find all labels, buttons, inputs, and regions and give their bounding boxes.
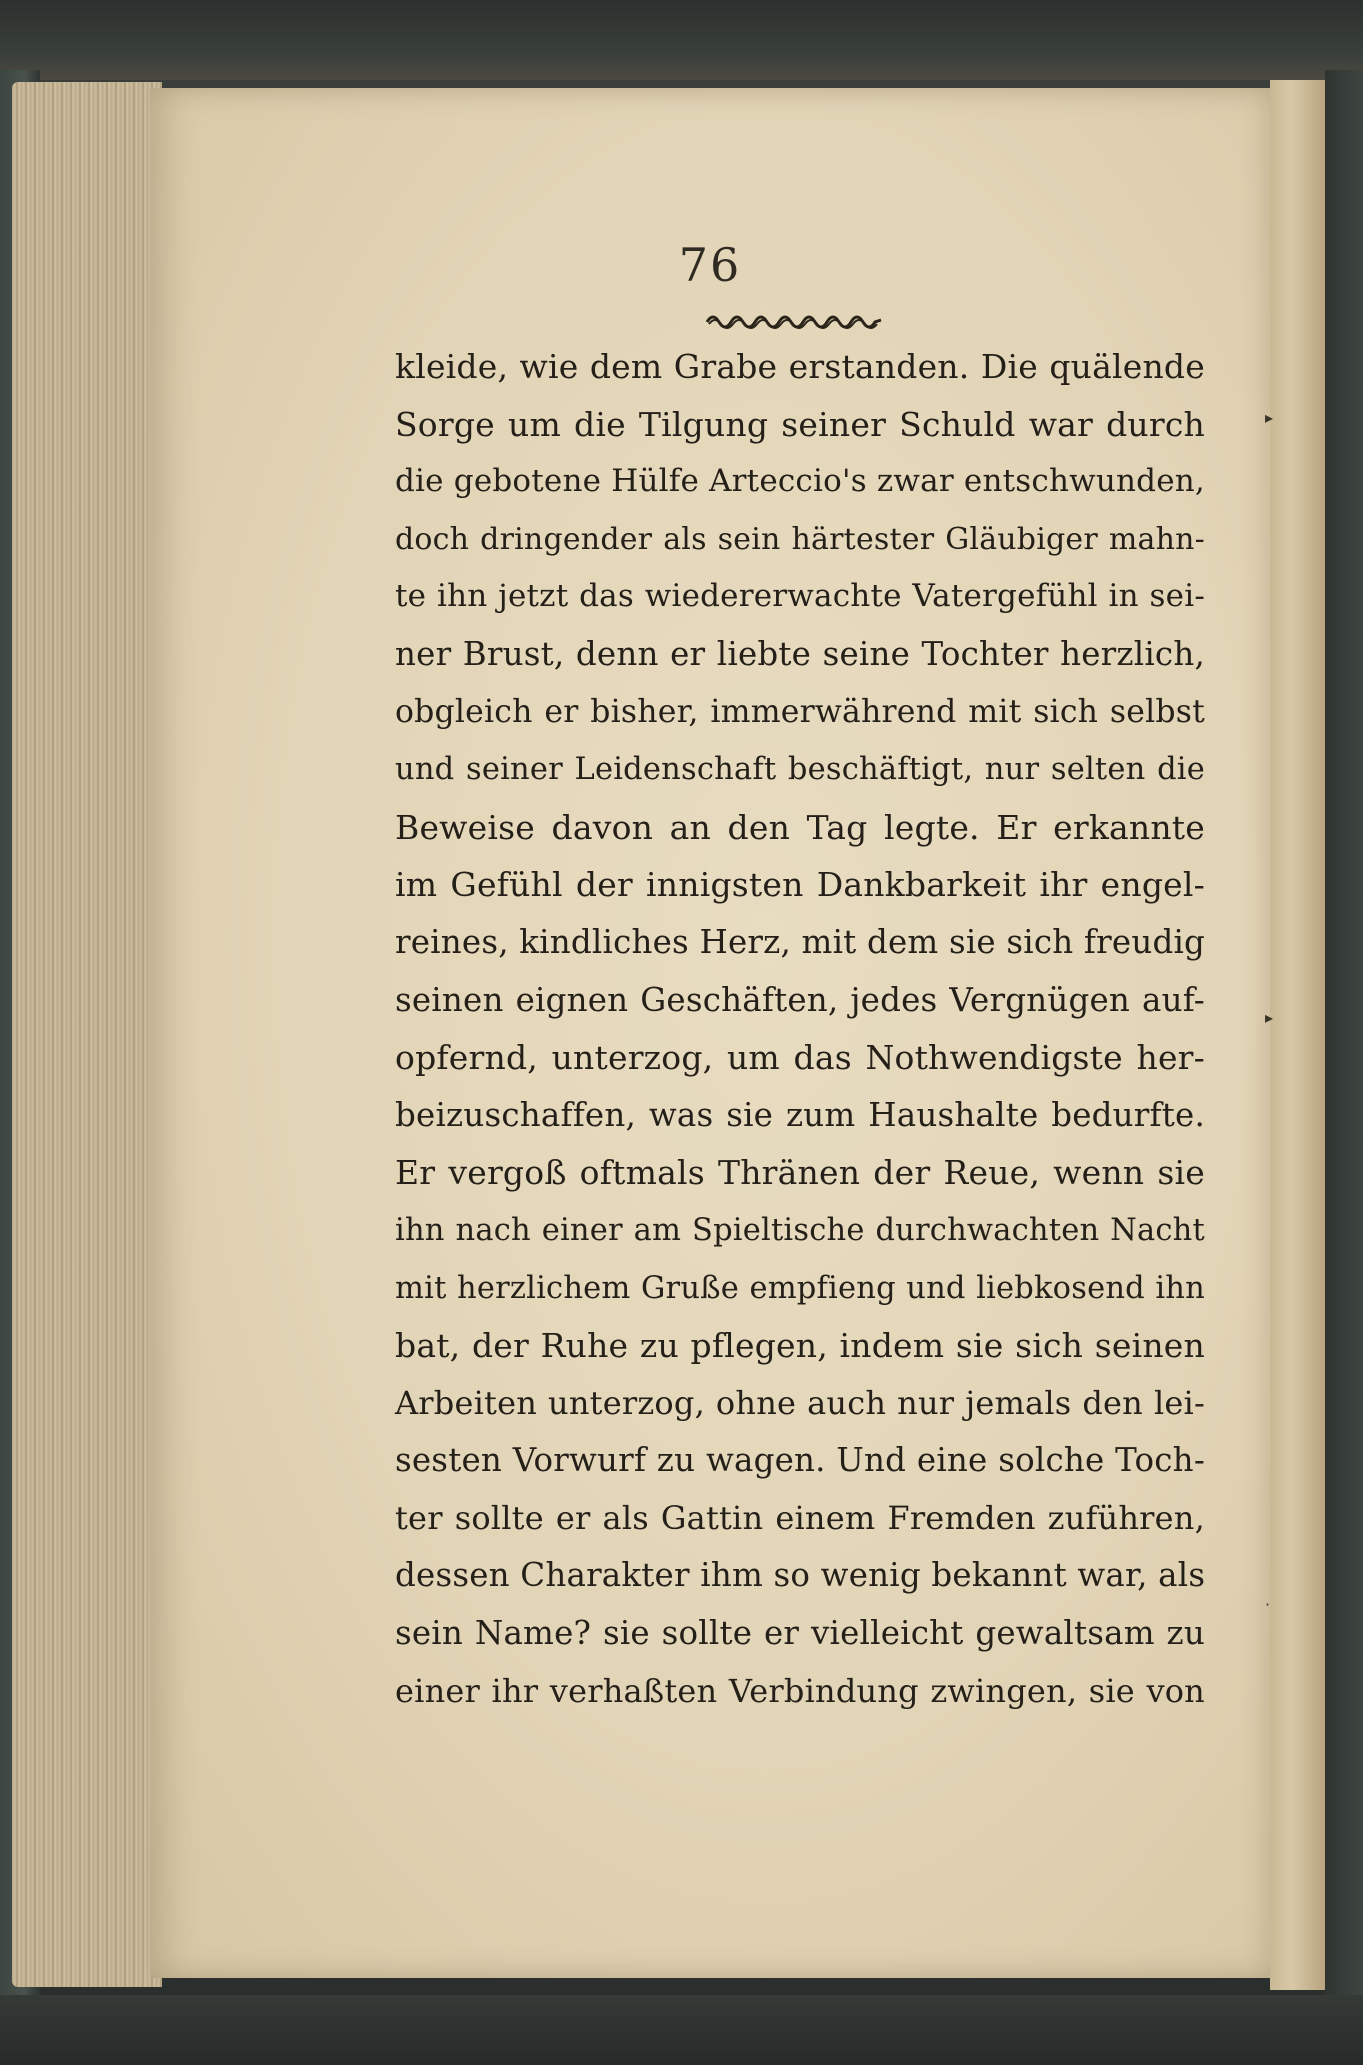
text-line: einer ihr verhaßten Verbindung zwingen, sie von	[395, 1671, 1205, 1710]
text-line: die gebotene Hülfe Arteccio's zwar entschwunden,	[395, 463, 1205, 500]
text-line: Sorge um die Tilgung seiner Schuld war durch	[395, 404, 1205, 444]
text-line: reines, kindliches Herz, mit dem sie sich freudig	[395, 922, 1206, 961]
text-line: Arbeiten unterzog, ohne auch nur jemals den lei-	[395, 1383, 1205, 1422]
opposite-page-edge	[1270, 80, 1325, 1990]
text-line: seinen eignen Geschäften, jedes Vergnügen auf-	[395, 980, 1205, 1019]
page-number: 76	[678, 238, 742, 292]
text-line: dessen Charakter ihm so wenig bekannt war, als	[395, 1556, 1206, 1595]
text-line: und seiner Leidenschaft beschäftigt, nur selten die	[395, 752, 1205, 788]
text-line: mit herzlichem Gruße empfieng und liebkosend ihn	[395, 1270, 1205, 1306]
text-line: Er vergoß oftmals Thränen der Reue, wenn sie	[395, 1153, 1205, 1193]
text-line: Beweise davon an den Tag legte. Er erkannte	[395, 807, 1205, 847]
text-line: ihn nach einer am Spieltische durchwachten Nacht	[395, 1212, 1205, 1248]
text-line: sesten Vorwurf zu wagen. Und eine solche Toch-	[395, 1441, 1205, 1480]
margin-mark-icon: ·	[1265, 1595, 1271, 1614]
text-line: im Gefühl der innigsten Dankbarkeit ihr engel-	[395, 865, 1205, 905]
text-line: obgleich er bisher, immerwährend mit sich selbst	[395, 693, 1205, 730]
text-line: bat, der Ruhe zu pflegen, indem sie sich seinen	[395, 1326, 1205, 1366]
text-line: doch dringender als sein härtester Gläubiger mahn-	[395, 521, 1205, 557]
text-line: opfernd, unterzog, um das Nothwendigste her-	[395, 1038, 1205, 1078]
margin-mark-icon: ▸	[1265, 1008, 1274, 1027]
book-cover-right	[1325, 70, 1363, 2000]
text-line: ter sollte er als Gattin einem Fremden zuführen,	[395, 1498, 1205, 1537]
book-page	[150, 88, 1270, 1978]
margin-mark-icon: ▸	[1265, 408, 1274, 427]
text-line: beizuschaffen, was sie zum Haushalte bedurfte.	[395, 1095, 1205, 1134]
text-line: te ihn jetzt das wiedererwachte Vatergefühl in sei-	[395, 578, 1205, 615]
book-cover-top	[0, 0, 1363, 80]
body-text	[395, 338, 1205, 1720]
wavy-ornament-icon	[705, 306, 885, 332]
page-edges	[12, 82, 162, 1987]
text-line: kleide, wie dem Grabe erstanden. Die quälende	[395, 347, 1205, 386]
text-line: sein Name? sie sollte er vielleicht gewaltsam zu	[395, 1614, 1205, 1653]
text-line: ner Brust, denn er liebte seine Tochter herzlich,	[395, 634, 1205, 673]
book-cover-bottom	[0, 1995, 1363, 2065]
